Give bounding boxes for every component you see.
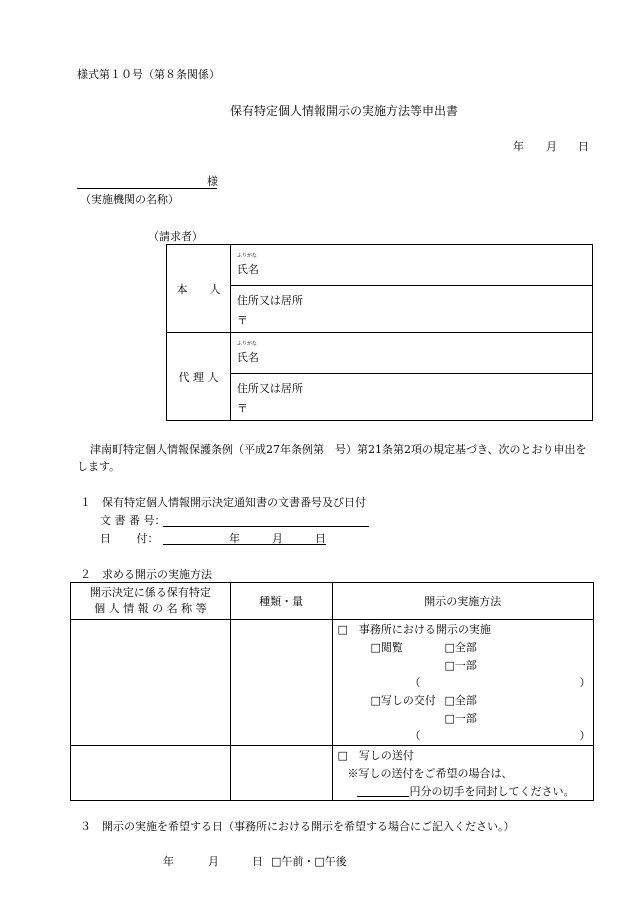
self-name-cell[interactable] xyxy=(230,245,592,286)
header-quantity-label: 種類・量 xyxy=(259,595,304,608)
intro-text-1: 津南町特定個人情報保護条例（平成27年条例第 号）第21条第2項の規定基づき、次のとおり申出を xyxy=(90,443,587,456)
doc-date-year: 年 xyxy=(229,532,240,545)
self-label: 本 人 xyxy=(176,282,221,296)
addressee-line[interactable] xyxy=(77,188,217,189)
self-address-cell[interactable] xyxy=(230,286,592,333)
agent-address-cell[interactable] xyxy=(230,374,592,421)
addressee-honorific: 様 xyxy=(207,175,218,188)
date-day: 日 xyxy=(578,140,589,153)
self-label-cell xyxy=(167,245,231,333)
date-year: 年 xyxy=(513,140,524,153)
copy-paren-open: （ xyxy=(409,729,421,742)
header-quantity xyxy=(230,583,332,620)
view-part-option[interactable]: □一部 xyxy=(444,659,477,672)
agent-postal-mark: 〒 xyxy=(236,402,248,415)
visit-year: 年 xyxy=(163,855,174,868)
doc-date-label: 日 付： xyxy=(100,532,159,545)
copy-all-option[interactable]: □全部 xyxy=(444,694,477,707)
doc-number-line[interactable] xyxy=(163,526,369,527)
addressee-note: （実施機関の名称） xyxy=(80,193,179,206)
date-month: 月 xyxy=(546,140,557,153)
section3-heading: ３ 開示の実施を希望する日（事務所における開示を希望する場合にご記入ください。） xyxy=(80,820,515,833)
visit-day: 日 xyxy=(252,855,263,868)
section1-heading: １ 保有特定個人情報開示決定通知書の文書番号及び日付 xyxy=(80,496,366,509)
agent-furigana: ふりがな xyxy=(236,341,257,347)
method-office-cell xyxy=(332,620,593,746)
agent-label: 代 理 人 xyxy=(178,370,219,384)
stamp-amount-line[interactable] xyxy=(357,796,409,797)
requester-label: （請求者） xyxy=(148,230,203,243)
view-option[interactable]: □閲覧 xyxy=(370,641,403,654)
section2-heading: ２ 求める開示の実施方法 xyxy=(80,568,212,581)
self-furigana: ふりがな xyxy=(236,253,257,259)
self-postal-mark: 〒 xyxy=(236,314,248,327)
agent-label-cell xyxy=(167,333,231,421)
header-method-label: 開示の実施方法 xyxy=(424,595,502,608)
office-option[interactable]: □ 事務所における開示の実施 xyxy=(337,623,491,636)
self-address-label: 住所又は居所 xyxy=(236,294,303,307)
copy-option[interactable]: □写しの交付 xyxy=(370,694,436,707)
mail-option[interactable]: □ 写しの送付 xyxy=(337,749,414,762)
view-all-option[interactable]: □全部 xyxy=(444,641,477,654)
method-table xyxy=(70,582,594,801)
info-name-cell-1[interactable] xyxy=(71,620,231,746)
quantity-cell-1[interactable] xyxy=(230,620,332,746)
view-paren-close: ） xyxy=(579,676,591,689)
copy-part-option[interactable]: □一部 xyxy=(444,712,477,725)
agent-name-cell[interactable] xyxy=(230,333,592,374)
view-paren-open: （ xyxy=(409,676,421,689)
method-mail-cell xyxy=(332,746,593,801)
self-name-label: 氏名 xyxy=(236,263,259,276)
doc-date-line[interactable] xyxy=(163,544,326,545)
header-method xyxy=(332,583,593,620)
agent-address-label: 住所又は居所 xyxy=(236,382,303,395)
requester-table xyxy=(166,244,593,421)
am-pm-option[interactable]: □午前・□午後 xyxy=(271,855,347,868)
form-title: 保有特定個人情報開示の実施方法等申出書 xyxy=(230,104,459,118)
doc-date-month: 月 xyxy=(272,532,283,545)
mail-note: ※写しの送付をご希望の場合は、 xyxy=(347,767,513,780)
header-info-name-2: 個 人 情 報 の 名 称 等 xyxy=(94,602,207,615)
copy-paren-close: ） xyxy=(579,729,591,742)
agent-name-label: 氏名 xyxy=(236,351,259,364)
header-info-name-1: 開示決定に係る保有特定 xyxy=(89,585,211,599)
info-name-cell-2[interactable] xyxy=(71,746,231,801)
visit-month: 月 xyxy=(208,855,219,868)
doc-number-label: 文 書 番 号： xyxy=(100,514,166,527)
stamp-note: 円分の切手を同封してください。 xyxy=(409,785,575,798)
intro-text-2: します。 xyxy=(77,460,121,473)
doc-date-day: 日 xyxy=(315,532,326,545)
quantity-cell-2[interactable] xyxy=(230,746,332,801)
form-number: 様式第１０号（第８条関係） xyxy=(77,68,220,81)
header-info-name xyxy=(71,583,231,620)
